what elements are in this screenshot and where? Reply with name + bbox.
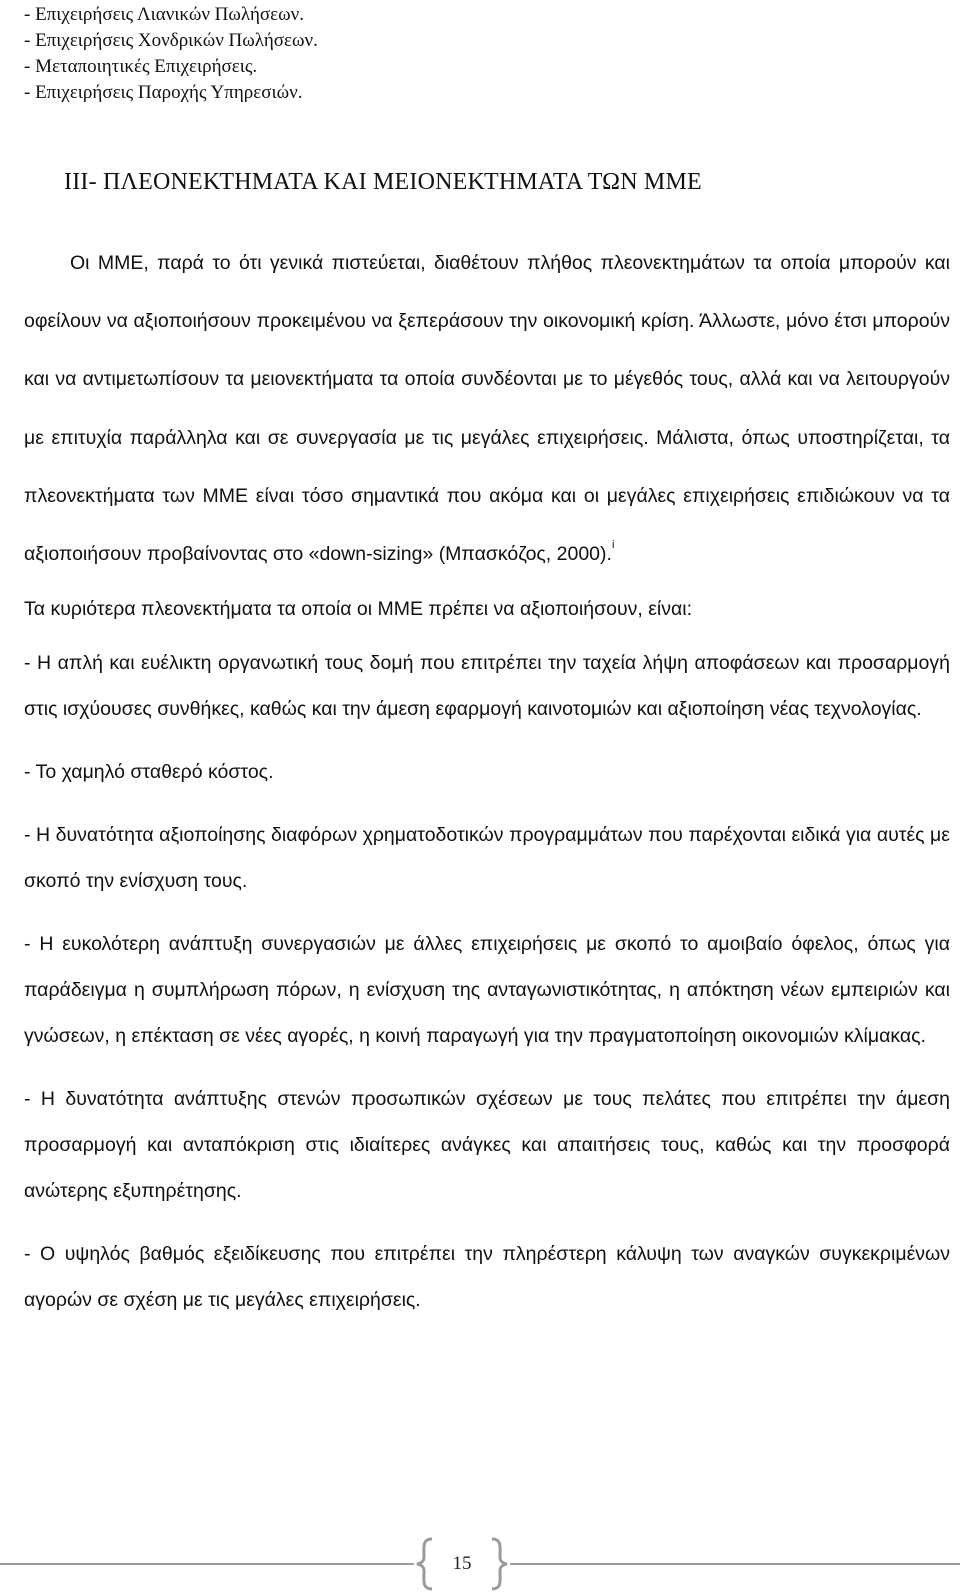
page-footer <box>0 1535 960 1595</box>
advantage-item: - Η απλή και ευέλικτη οργανωτική τους δομή που επιτρέπει την ταχεία λήψη αποφάσεων και προσαρμογή στις ισχύουσες συνθήκες, καθώς και την άμεση εφαρμογή καινοτομιών και αξιοποίηση νέας τεχνολογίας. <box>24 652 950 721</box>
right-brace-icon <box>488 1537 510 1591</box>
list-item: - Επιχειρήσεις Λιανικών Πωλήσεων. <box>24 4 304 25</box>
intro-paragraph <box>24 234 950 583</box>
advantage-item: - Το χαμηλό σταθερό κόστος. <box>24 761 274 784</box>
page-number: 15 <box>452 1553 472 1574</box>
business-types-list <box>24 0 950 106</box>
section-heading: III- ΠΛΕΟΝΕΚΤΗΜΑΤΑ ΚΑΙ ΜΕΙΟΝΕΚΤΗΜΑΤΑ ΤΩΝ ΜΜΕ <box>64 169 702 195</box>
list-item: - Επιχειρήσεις Παροχής Υπηρεσιών. <box>24 82 303 103</box>
advantage-item: - Η ευκολότερη ανάπτυξη συνεργασιών με άλλες επιχειρήσεις με σκοπό το αμοιβαίο όφελος, όπως για παράδειγμα η συμπλήρωση πόρων, η ενίσχυση της ανταγωνιστικότητας, η απόκτηση νέων εμπειριών και γνώσεων, η επέκταση σε νέες αγορές, η κοινή παραγωγή για την πραγματοποίηση οικονομιών κλίμακας. <box>24 933 950 1048</box>
advantage-item: - Η δυνατότητα αξιοποίησης διαφόρων χρηματοδοτικών προγραμμάτων που παρέχονται ειδικά για αυτές με σκοπό την ενίσχυση τους. <box>24 824 950 893</box>
document-page <box>24 0 950 1323</box>
left-brace-icon <box>414 1537 436 1591</box>
advantage-item: - Η δυνατότητα ανάπτυξης στενών προσωπικών σχέσεων με τους πελάτες που επιτρέπει την άμεση προσαρμογή και ανταπόκριση στις ιδιαίτερες ανάγκες και απαιτήσεις τους, καθώς και την προσφορά ανώτερης εξυπηρέτησης. <box>24 1088 950 1203</box>
footer-rule-left <box>0 1563 414 1565</box>
advantage-item: - Ο υψηλός βαθμός εξειδίκευσης που επιτρέπει την πληρέστερη κάλυψη των αναγκών συγκεκριμένων αγορών σε σχέση με τις μεγάλες επιχειρήσεις. <box>24 1243 950 1312</box>
footnote-marker: i <box>611 539 615 552</box>
list-item: - Μεταποιητικές Επιχειρήσεις. <box>24 56 258 77</box>
intro-paragraph-text: Οι ΜΜΕ, παρά το ότι γενικά πιστεύεται, διαθέτουν πλήθος πλεονεκτημάτων τα οποία μπορούν και οφείλουν να αξιοποιήσουν προκειμένου να ξεπεράσουν την οικονομική κρίση. Άλλωστε, μόνο έτσι μπορούν και να αντιμετωπίσουν τα μειονεκτήματα τα οποία συνδέονται με το μέγεθός τους, αλλά και να λειτουργούν με επιτυχία παράλληλα και σε συνεργασία με τις μεγάλες επιχειρήσεις. Μάλιστα, όπως υποστηρίζεται, τα πλεονεκτήματα των ΜΜΕ είναι τόσο σημαντικά που ακόμα και οι μεγάλες επιχειρήσεις επιδιώκουν να τα αξιοποιήσουν προβαίνοντας στο «down-sizing» (Μπασκόζος, 2000). <box>24 252 950 566</box>
footer-rule-right <box>510 1563 960 1565</box>
advantages-intro: Τα κυριότερα πλεονεκτήματα τα οποία οι ΜΜΕ πρέπει να αξιοποιήσουν, είναι: <box>24 598 693 621</box>
list-item: - Επιχειρήσεις Χονδρικών Πωλήσεων. <box>24 30 318 51</box>
